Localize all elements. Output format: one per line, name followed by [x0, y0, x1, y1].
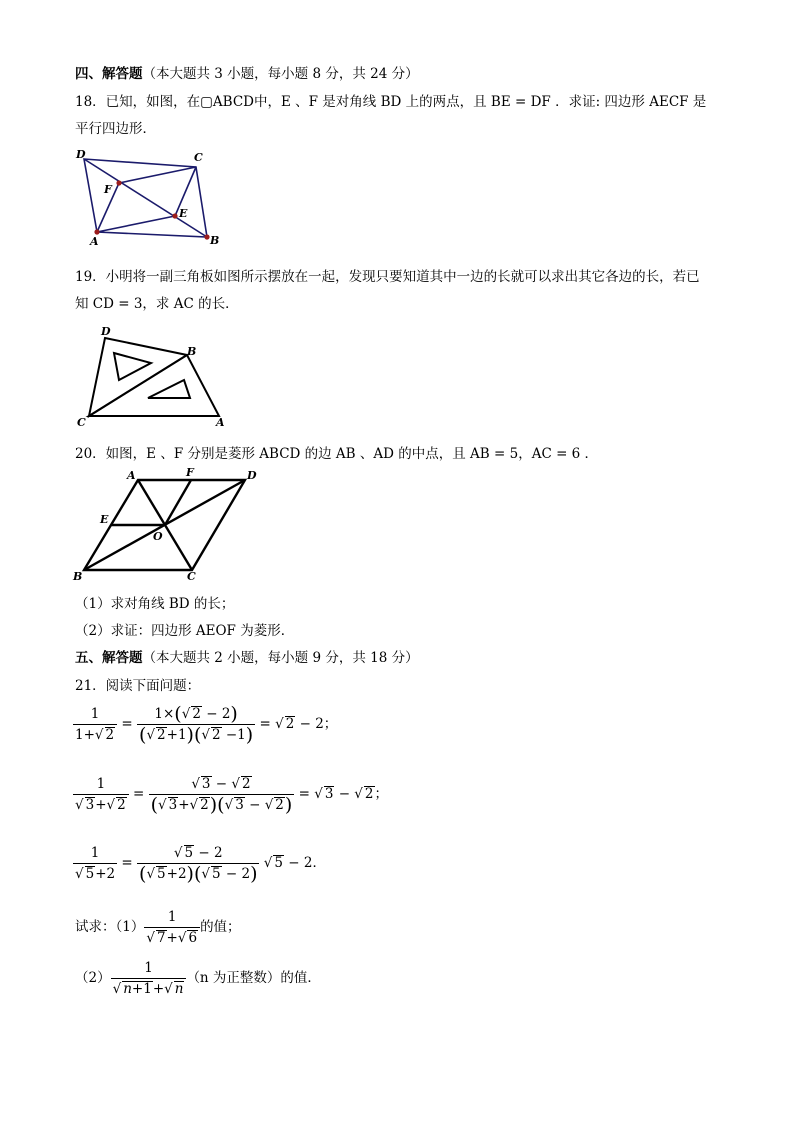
q18-segment-fc [119, 167, 196, 183]
q21-ask-1-suffix: 的值； [200, 919, 241, 935]
q20-label-a: A [127, 469, 136, 482]
q19-text-line1: 19．小明将一副三角板如图所示摆放在一起，发现只要知道其中一边的长就可以求出其它各边的长，若已 [75, 269, 700, 285]
q19-label-c: C [77, 416, 86, 429]
q20-rhombus-figure [65, 462, 270, 584]
q20-part1: （1）求对角线 BD 的长； [75, 596, 235, 612]
section-5-heading [75, 646, 419, 666]
q19-text-line2: 知 CD = 3，求 AC 的长． [75, 296, 239, 312]
q18-point-b [204, 234, 209, 239]
q21-ask-1-prefix: 试求：（1） [75, 919, 145, 935]
q20-label-c: C [187, 570, 196, 583]
q18-segment-ae [97, 216, 175, 232]
q20-label-b: B [73, 570, 83, 583]
q21-ask-2-prefix: （2） [75, 970, 111, 986]
q20-label-d: D [247, 469, 257, 482]
q20-text-line1: 20．如图，E 、F 分别是菱形 ABCD 的边 AB 、AD 的中点，且 AB = 5，AC = 6 ． [75, 446, 599, 462]
q18-label-c: C [194, 151, 203, 164]
q19-triangle-abc-cutout [148, 380, 190, 398]
q21-example-2: $\frac{1}{√ 3+√ 2}$ = $\frac{√ 3 - √ 2}{(√ 3+√ 2)(√ 3 - √ 2)}$ = √ 3 − √ 2； [75, 776, 388, 816]
q21-ask-1: 试求：（1） $\frac{1}{√ 7+√ 6}$ 的值； [75, 909, 241, 946]
q18-label-a: A [90, 235, 99, 248]
q21-ask-2-suffix: （n 为正整数）的值． [186, 970, 321, 986]
q18-label-f: F [104, 183, 112, 196]
section-4-title: 四、解答题 [75, 66, 143, 82]
q20-part2: （2）求证：四边形 AEOF 为菱形． [75, 623, 295, 639]
q18-label-e: E [179, 207, 188, 220]
q20-label-f: F [186, 466, 194, 479]
q18-point-f [116, 180, 121, 185]
q18-point-a [94, 229, 99, 234]
q19-triangle-bdc [89, 338, 187, 416]
q18-point-e [172, 213, 177, 218]
q18-parallelogram-figure [70, 145, 230, 250]
section-5-note: （本大题共 2 小题，每小题 9 分，共 18 分） [142, 650, 419, 666]
q21-ask-2: （2） $\frac{1}{√ n+1+√ n}$ （n 为正整数）的值． [75, 960, 321, 997]
q21-example-1: $\frac{1}{1+√ 2}$ = $\frac{1\times(√ 2 - 2)}{(√ 2+1)(√ 2 -1)}$ = √ 2 − 2； [75, 703, 338, 746]
q21-example-3: $\frac{1}{√ 5+2}$ = $\frac{√ 5 - 2}{(√ 5+2)(√ 5 - 2)}$ √ 5 − 2． [75, 845, 326, 885]
q19-label-b: B [187, 345, 197, 358]
section-4-note: （本大题共 3 小题，每小题 8 分，共 24 分） [142, 66, 419, 82]
q18-label-d: D [76, 148, 86, 161]
q18-text-line1: 18．已知，如图，在▢ABCD中，E 、F 是对角线 BD 上的两点，且 BE = DF ．求证: 四边形 AECF 是 [75, 94, 707, 110]
q19-triangle-abc [89, 355, 219, 416]
q20-label-o: O [153, 530, 163, 543]
section-5-title: 五、解答题 [75, 650, 143, 666]
q19-label-a: A [216, 416, 225, 429]
q20-label-e: E [100, 513, 109, 526]
q19-label-d: D [101, 325, 111, 338]
q19-triangle-bdc-cutout [114, 353, 151, 380]
section-4-heading [75, 62, 419, 82]
q18-label-b: B [210, 234, 220, 247]
q19-set-squares-figure [70, 320, 235, 432]
q21-intro: 21．阅读下面问题： [75, 678, 201, 694]
q18-diagonal-bd [84, 159, 207, 237]
q18-text-line2: 平行四边形． [75, 121, 156, 137]
